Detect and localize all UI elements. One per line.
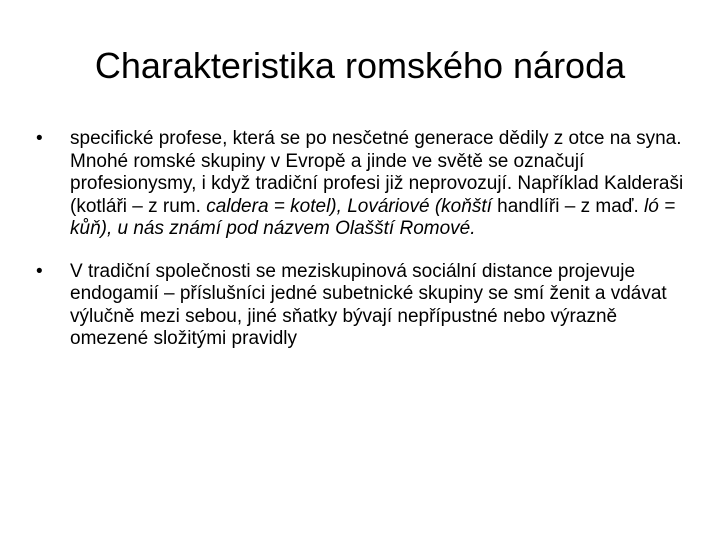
bullet-icon: • [36, 128, 43, 149]
bullet-text-segment-italic: ló = kůň), u nás známí pod názvem Olašští Romové. [70, 195, 676, 239]
bullet-list [36, 128, 686, 351]
bullet-text-segment-italic: caldera = kotel), Lováriové (koňští [206, 195, 498, 217]
bullet-text-segment: V tradiční společnosti se meziskupinová sociální distance projevuje endogamií – příslušníci jedné subetnické skupiny se smí ženit a vdávat výlučně mezi sebou, jiné sňatky bývají nepřípustné nebo výrazně omezené složitými pravidly [70, 260, 667, 349]
slide-title: Charakteristika romského národa [94, 45, 626, 86]
bullet-text-segment: specifické profese, která se po nesčetné generace dědily z otce na syna. Mnohé romské skupiny v Evropě a jinde ve světě se označují profesionysmy, i když tradiční profesi již neprovozují. Například Kalderaši (kotláři – z rum. [70, 128, 684, 217]
bullet-text-segment: handlíři – z maď. [497, 195, 645, 217]
bullet-item-1 [36, 128, 686, 241]
bullet-item-2 [36, 261, 686, 351]
bullet-icon: • [36, 260, 43, 282]
